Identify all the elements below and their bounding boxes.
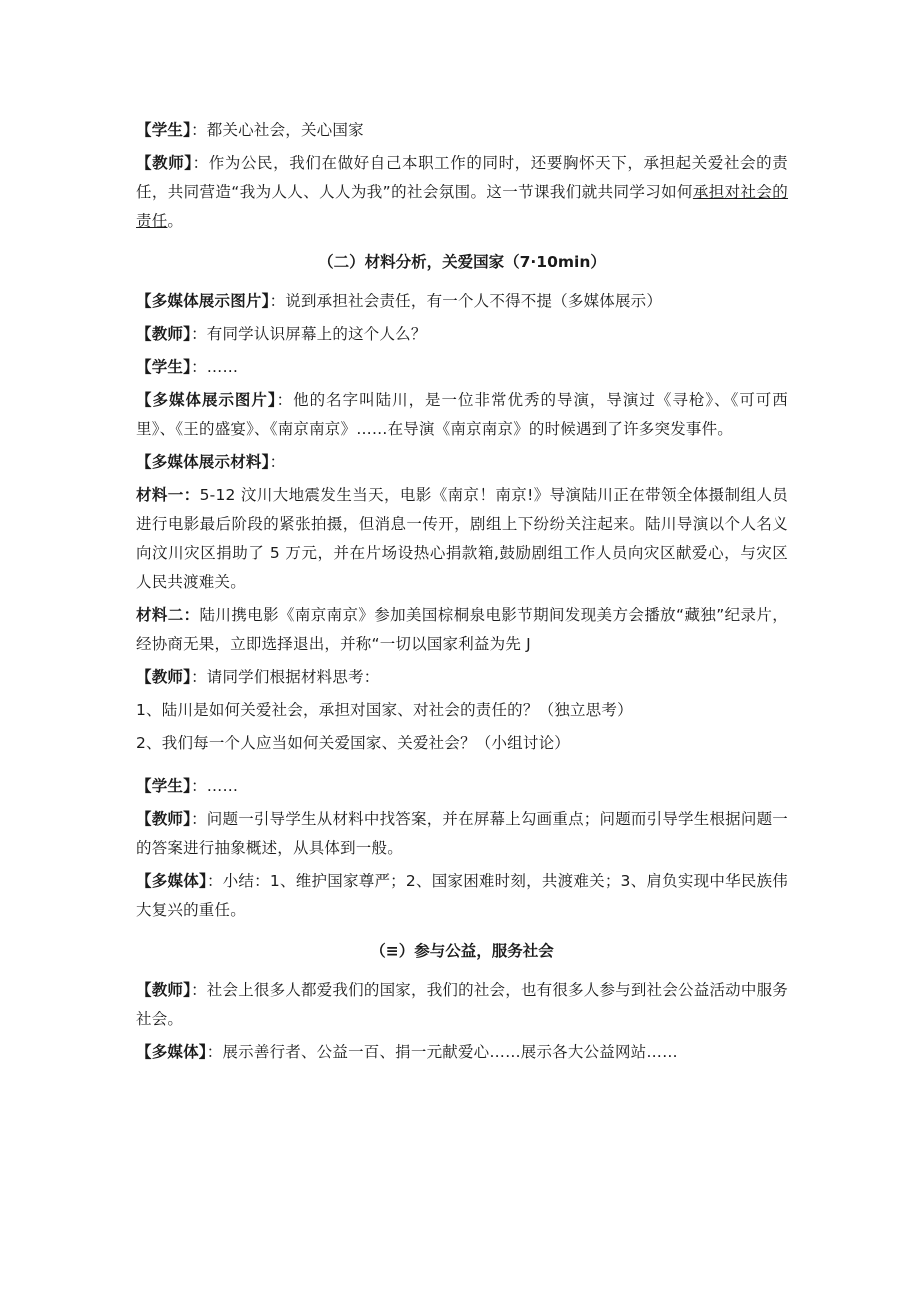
speaker-tag: 【多媒体展示图片】 — [136, 292, 270, 310]
paragraph-teacher-4 — [136, 805, 788, 863]
question-2: 2、我们每一个人应当如何关爱国家、关爱社会？（小组讨论） — [136, 734, 570, 752]
speaker-tag: 【多媒体】 — [136, 1043, 207, 1061]
material-label: 材料二： — [136, 606, 200, 624]
paragraph-text: 5-12 汶川大地震发生当天，电影《南京！南京!》导演陆川正在带领全体摄制组人员进行电影最后阶段的紧张拍摄，但消息一传开，剧组上下纷纷关注起来。陆川导演以个人名义向汶川灾区捐助了 5 万元，并在片场设热心捐款箱,鼓励剧组工作人员向灾区献爱心，与灾区人民共渡难关。 — [136, 486, 788, 591]
paragraph-student-1 — [136, 116, 788, 145]
paragraph-text: ：展示善行者、公益一百、捐一元献爱心……展示各大公益网站…… — [206, 1043, 678, 1061]
speaker-tag: 【教师】 — [136, 810, 192, 828]
paragraph-text: ：有同学认识屏幕上的这个人么？ — [191, 325, 427, 343]
paragraph-text: ：说到承担社会责任，有一个人不得不提（多媒体展示） — [269, 292, 663, 310]
paragraph-media-1 — [136, 287, 788, 316]
section-heading-3: （≡）参与公益，服务社会 — [370, 942, 554, 960]
speaker-tag: 【学生】 — [136, 121, 192, 139]
paragraph-text: 。 — [167, 212, 184, 230]
speaker-tag: 【教师】 — [136, 325, 192, 343]
speaker-tag: 【学生】 — [136, 777, 192, 795]
paragraph-text: ：请同学们根据材料思考： — [191, 668, 380, 686]
spacer — [136, 762, 788, 772]
speaker-tag: 【学生】 — [136, 358, 192, 376]
paragraph-text: ：作为公民，我们在做好自己本职工作的同时，还要胸怀天下，承担起关爱社会的责任，共同营造“我为人人、人人为我”的社会氛围。这一节课我们就共同学习如何 — [136, 154, 788, 201]
paragraph-media-3 — [136, 448, 788, 477]
underlined-text: 承担对社会的责任 — [136, 183, 789, 230]
paragraph-text: ： — [269, 453, 286, 471]
paragraph-student-3 — [136, 772, 788, 801]
paragraph-student-2 — [136, 353, 788, 382]
paragraph-text: ：小结：1、维护国家尊严；2、国家困难时刻，共渡难关；3、肩负实现中华民族伟大复兴的重任。 — [136, 872, 788, 919]
paragraph-media-4 — [136, 867, 788, 925]
paragraph-text: ：…… — [191, 777, 239, 795]
paragraph-text: ：都关心社会，关心国家 — [191, 121, 364, 139]
paragraph-material-2 — [136, 601, 788, 659]
paragraph-teacher-2 — [136, 320, 788, 349]
section-heading-2: （二）材料分析，关爱国家（7·10min） — [318, 253, 606, 271]
paragraph-teacher-3 — [136, 663, 788, 692]
paragraph-material-1 — [136, 481, 788, 597]
paragraph-text: ：…… — [191, 358, 239, 376]
paragraph-media-2 — [136, 386, 788, 444]
speaker-tag: 【教师】 — [136, 981, 192, 999]
paragraph-text: ：问题一引导学生从材料中找答案，并在屏幕上勾画重点；问题而引导学生根据问题一的答案进行抽象概述，从具体到一般。 — [136, 810, 788, 857]
paragraph-text: ：他的名字叫陆川，是一位非常优秀的导演，导演过《寻枪》、《可可西里》、《王的盛宴》、《南京南京》……在导演《南京南京》的时候遇到了许多突发事件。 — [136, 391, 788, 438]
speaker-tag: 【多媒体展示图片】 — [136, 391, 277, 409]
paragraph-teacher-1 — [136, 149, 788, 236]
paragraph-text: 陆川携电影《南京南京》参加美国棕桐泉电影节期间发现美方会播放“藏独”纪录片，经协商无果，立即选择退出，并称“一切以国家利益为先 J — [136, 606, 788, 653]
speaker-tag: 【多媒体】 — [136, 872, 207, 890]
paragraph-media-5 — [136, 1038, 788, 1067]
speaker-tag: 【教师】 — [136, 668, 192, 686]
material-label: 材料一： — [136, 486, 200, 504]
question-1: 1、陆川是如何关爱社会，承担对国家、对社会的责任的？（独立思考） — [136, 701, 633, 719]
paragraph-teacher-5 — [136, 976, 788, 1034]
paragraph-text: ：社会上很多人都爱我们的国家，我们的社会，也有很多人参与到社会公益活动中服务社会。 — [136, 981, 788, 1028]
speaker-tag: 【多媒体展示材料】 — [136, 453, 270, 471]
speaker-tag: 【教师】 — [136, 154, 193, 172]
